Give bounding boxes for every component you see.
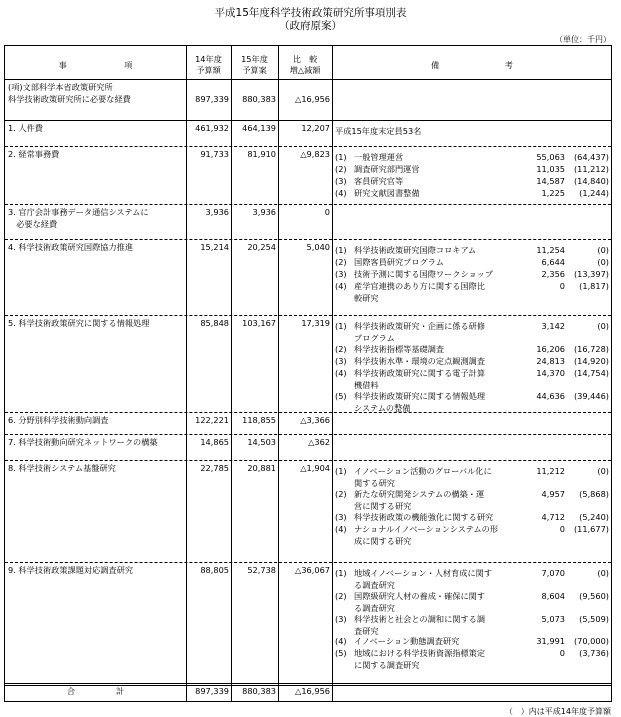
- total-diff: △16,956: [295, 686, 330, 696]
- detail-prev-amount: (14,920): [573, 356, 609, 366]
- detail-text: 一般管理運営: [354, 152, 404, 162]
- row-fy15: 103,167: [242, 318, 276, 328]
- detail-text: システムの整備: [354, 403, 411, 413]
- document-subtitle: （政府原案）: [279, 20, 342, 32]
- detail-amount: 0: [559, 524, 565, 534]
- detail-text: 科学技術政策研究・企画に係る研修: [354, 321, 486, 331]
- row-fy14: 3,936: [205, 207, 229, 217]
- detail-text: 国際級研究人材の養成・確保に関す: [354, 591, 486, 601]
- total-fy15: 880,383: [242, 686, 276, 696]
- detail-text: ナショナルイノベーションシステムの形: [354, 524, 499, 534]
- row-fy15: 81,910: [247, 149, 276, 159]
- detail-amount: 5,073: [541, 614, 565, 624]
- row-label: 3. 官庁会計事務データ通信システムに: [8, 207, 149, 217]
- detail-prev-amount: (1,244): [579, 188, 609, 198]
- row-diff: △3,366: [300, 415, 330, 425]
- detail-text: 科学技術政策研究に関する情報処理: [354, 391, 486, 401]
- detail-number: (3): [335, 176, 347, 186]
- detail-text: 地域における科学技術資源指標策定: [354, 648, 486, 658]
- row-fy14: 15,214: [200, 242, 229, 252]
- detail-text: 技術予測に関する国際ワークショップ: [354, 269, 494, 279]
- detail-number: (1): [335, 152, 347, 162]
- row-fy14: 14,865: [200, 437, 229, 447]
- detail-text: 平成15年度末定員53名: [335, 126, 422, 136]
- row-fy14: 91,733: [200, 149, 229, 159]
- detail-number: (2): [335, 164, 347, 174]
- detail-amount: 11,254: [536, 245, 565, 255]
- detail-text: 科学技術政策研究に関する電子計算: [354, 368, 486, 378]
- document-title: 平成15年度科学技術政策研究所事項別表: [214, 7, 407, 19]
- detail-prev-amount: (0): [597, 321, 609, 331]
- detail-number: (2): [335, 591, 347, 601]
- detail-number: (1): [335, 466, 347, 476]
- header-item: 事 項: [58, 60, 133, 70]
- detail-text: 国際客員研究プログラム: [354, 257, 444, 267]
- footnote: （ ）内は平成14年度予算額: [504, 707, 611, 716]
- detail-prev-amount: (9,560): [579, 591, 609, 601]
- detail-number: (3): [335, 512, 347, 522]
- unit-label: （単位：千円）: [555, 35, 611, 44]
- detail-prev-amount: (0): [597, 568, 609, 578]
- row-diff: 17,319: [301, 318, 330, 328]
- detail-amount: 3,142: [541, 321, 565, 331]
- parent-diff: △16,956: [295, 94, 330, 104]
- detail-amount: 8,604: [541, 591, 565, 601]
- detail-text: 成に関する研究: [354, 536, 412, 546]
- row-fy15: 20,881: [247, 463, 276, 473]
- detail-amount: 2,356: [541, 269, 565, 279]
- detail-number: (1): [335, 321, 347, 331]
- detail-prev-amount: (64,437): [573, 152, 609, 162]
- row-fy14: 122,221: [195, 415, 229, 425]
- detail-prev-amount: (5,240): [579, 512, 609, 522]
- detail-text: 産学官連携のあり方に関する国際比: [354, 281, 486, 291]
- total-fy14: 897,339: [195, 686, 229, 696]
- row-diff: △36,067: [295, 565, 330, 575]
- row-fy15: 118,855: [242, 415, 276, 425]
- row-diff: △362: [308, 437, 330, 447]
- detail-amount: 14,587: [536, 176, 565, 186]
- row-label: 5. 科学技術政策研究に関する情報処理: [8, 318, 150, 328]
- row-fy14: 461,932: [195, 123, 229, 133]
- detail-number: (5): [335, 391, 347, 401]
- row-diff: 12,207: [301, 123, 330, 133]
- row-fy14: 22,785: [200, 463, 229, 473]
- row-label: 4. 科学技術政策研究国際協力推進: [8, 242, 134, 252]
- detail-text: る調査研究: [354, 580, 395, 590]
- row-diff: 0: [324, 207, 330, 217]
- detail-text: 較研究: [354, 293, 379, 303]
- detail-number: (2): [335, 257, 347, 267]
- detail-amount: 31,991: [536, 636, 565, 646]
- header-remarks: 備 考: [431, 60, 513, 70]
- detail-text: 科学技術政策研究国際コロキアム: [354, 245, 477, 255]
- detail-text: イノベーション活動のグローバル化に: [354, 466, 492, 476]
- row-label: 7. 科学技術動向研究ネットワークの構築: [8, 437, 158, 447]
- detail-text: る調査研究: [354, 603, 395, 613]
- detail-amount: 11,035: [536, 164, 565, 174]
- detail-prev-amount: (1,817): [579, 281, 609, 291]
- row-diff: △9,823: [300, 149, 330, 159]
- detail-text: 調査研究部門運営: [354, 164, 420, 174]
- detail-prev-amount: (0): [597, 466, 609, 476]
- detail-amount: 11,212: [536, 466, 565, 476]
- detail-text: 客員研究官等: [354, 176, 404, 186]
- detail-number: (5): [335, 648, 347, 658]
- detail-amount: 0: [559, 648, 565, 658]
- row-fy15: 464,139: [242, 123, 276, 133]
- total-label: 合 計: [66, 686, 125, 696]
- detail-text: 機借料: [354, 380, 379, 390]
- row-label: 8. 科学技術システム基盤研究: [8, 463, 116, 473]
- detail-text: 科学技術水準・環境の定点観測調査: [354, 356, 486, 366]
- detail-amount: 6,644: [541, 257, 565, 267]
- detail-amount: 0: [559, 281, 565, 291]
- detail-amount: 1,225: [541, 188, 565, 198]
- detail-prev-amount: (5,509): [579, 614, 609, 624]
- detail-amount: 4,712: [541, 512, 565, 522]
- detail-amount: 7,070: [541, 568, 565, 578]
- detail-number: (4): [335, 281, 347, 291]
- detail-number: (2): [335, 344, 347, 354]
- detail-text: に関する調査研究: [354, 660, 420, 670]
- detail-text: 科学技術政策の機能強化に関する研究: [354, 512, 494, 522]
- detail-amount: 16,206: [536, 344, 565, 354]
- row-label: 2. 経常事務費: [8, 149, 60, 159]
- detail-number: (4): [335, 636, 347, 646]
- detail-number: (3): [335, 356, 347, 366]
- detail-prev-amount: (70,000): [573, 636, 609, 646]
- row-label: 9. 科学技術政策課題対応調査研究: [8, 565, 134, 575]
- budget-table: [4, 45, 612, 702]
- detail-prev-amount: (3,736): [579, 648, 609, 658]
- row-label: 1. 人件費: [8, 123, 43, 133]
- detail-prev-amount: (0): [597, 245, 609, 255]
- detail-text: 営に関する研究: [354, 501, 412, 511]
- detail-prev-amount: (5,868): [579, 489, 609, 499]
- detail-number: (1): [335, 245, 347, 255]
- header-fy15: 15年度 予算案: [241, 54, 268, 75]
- detail-prev-amount: (11,212): [573, 164, 609, 174]
- row-fy14: 85,848: [200, 318, 229, 328]
- row-fy14: 88,805: [200, 565, 229, 575]
- detail-prev-amount: (14,840): [573, 176, 609, 186]
- row-label: 必要な経費: [8, 219, 58, 229]
- detail-amount: 4,957: [541, 489, 565, 499]
- detail-number: (2): [335, 489, 347, 499]
- detail-prev-amount: (16,728): [573, 344, 609, 354]
- detail-number: (4): [335, 188, 347, 198]
- row-fy15: 52,738: [247, 565, 276, 575]
- detail-prev-amount: (39,446): [573, 391, 609, 401]
- header-fy14: 14年度 予算額: [195, 54, 222, 75]
- detail-text: 関する研究: [354, 478, 395, 488]
- parent-label-1: (項)文部科学本省政策研究所: [8, 82, 113, 92]
- detail-number: (4): [335, 368, 347, 378]
- detail-number: (4): [335, 524, 347, 534]
- detail-text: 地域イノベーション・人材育成に関す: [354, 568, 493, 578]
- row-diff: 5,040: [306, 242, 330, 252]
- detail-number: (3): [335, 614, 347, 624]
- row-diff: △1,904: [300, 463, 330, 473]
- detail-text: 研究文献図書整備: [354, 188, 420, 198]
- detail-text: 科学技術指標等基礎調査: [354, 344, 445, 354]
- detail-text: イノベーション動態調査研究: [354, 636, 460, 646]
- detail-amount: 55,063: [536, 152, 565, 162]
- detail-prev-amount: (14,754): [573, 368, 609, 378]
- row-label: 6. 分野別科学技術動向調査: [8, 415, 109, 425]
- detail-number: (3): [335, 269, 347, 279]
- detail-prev-amount: (11,677): [573, 524, 609, 534]
- detail-number: (1): [335, 568, 347, 578]
- detail-text: 査研究: [354, 626, 379, 636]
- detail-amount: 24,813: [536, 356, 565, 366]
- row-fy15: 20,254: [247, 242, 276, 252]
- parent-label-2: 科学技術政策研究所に必要な経費: [8, 94, 131, 104]
- detail-text: 科学技術と社会との調和に関する調: [354, 614, 486, 624]
- detail-text: 新たな研究開発システムの構築・運: [354, 489, 485, 499]
- detail-amount: 14,370: [536, 368, 565, 378]
- row-fy15: 3,936: [252, 207, 276, 217]
- detail-prev-amount: (0): [597, 257, 609, 267]
- detail-prev-amount: (13,397): [573, 269, 609, 279]
- row-fy15: 14,503: [247, 437, 276, 447]
- detail-amount: 44,636: [536, 391, 565, 401]
- parent-fy15: 880,383: [242, 94, 276, 104]
- detail-text: プログラム: [354, 333, 395, 343]
- header-diff: 比 較 増△減額: [289, 54, 321, 75]
- parent-fy14: 897,339: [195, 94, 229, 104]
